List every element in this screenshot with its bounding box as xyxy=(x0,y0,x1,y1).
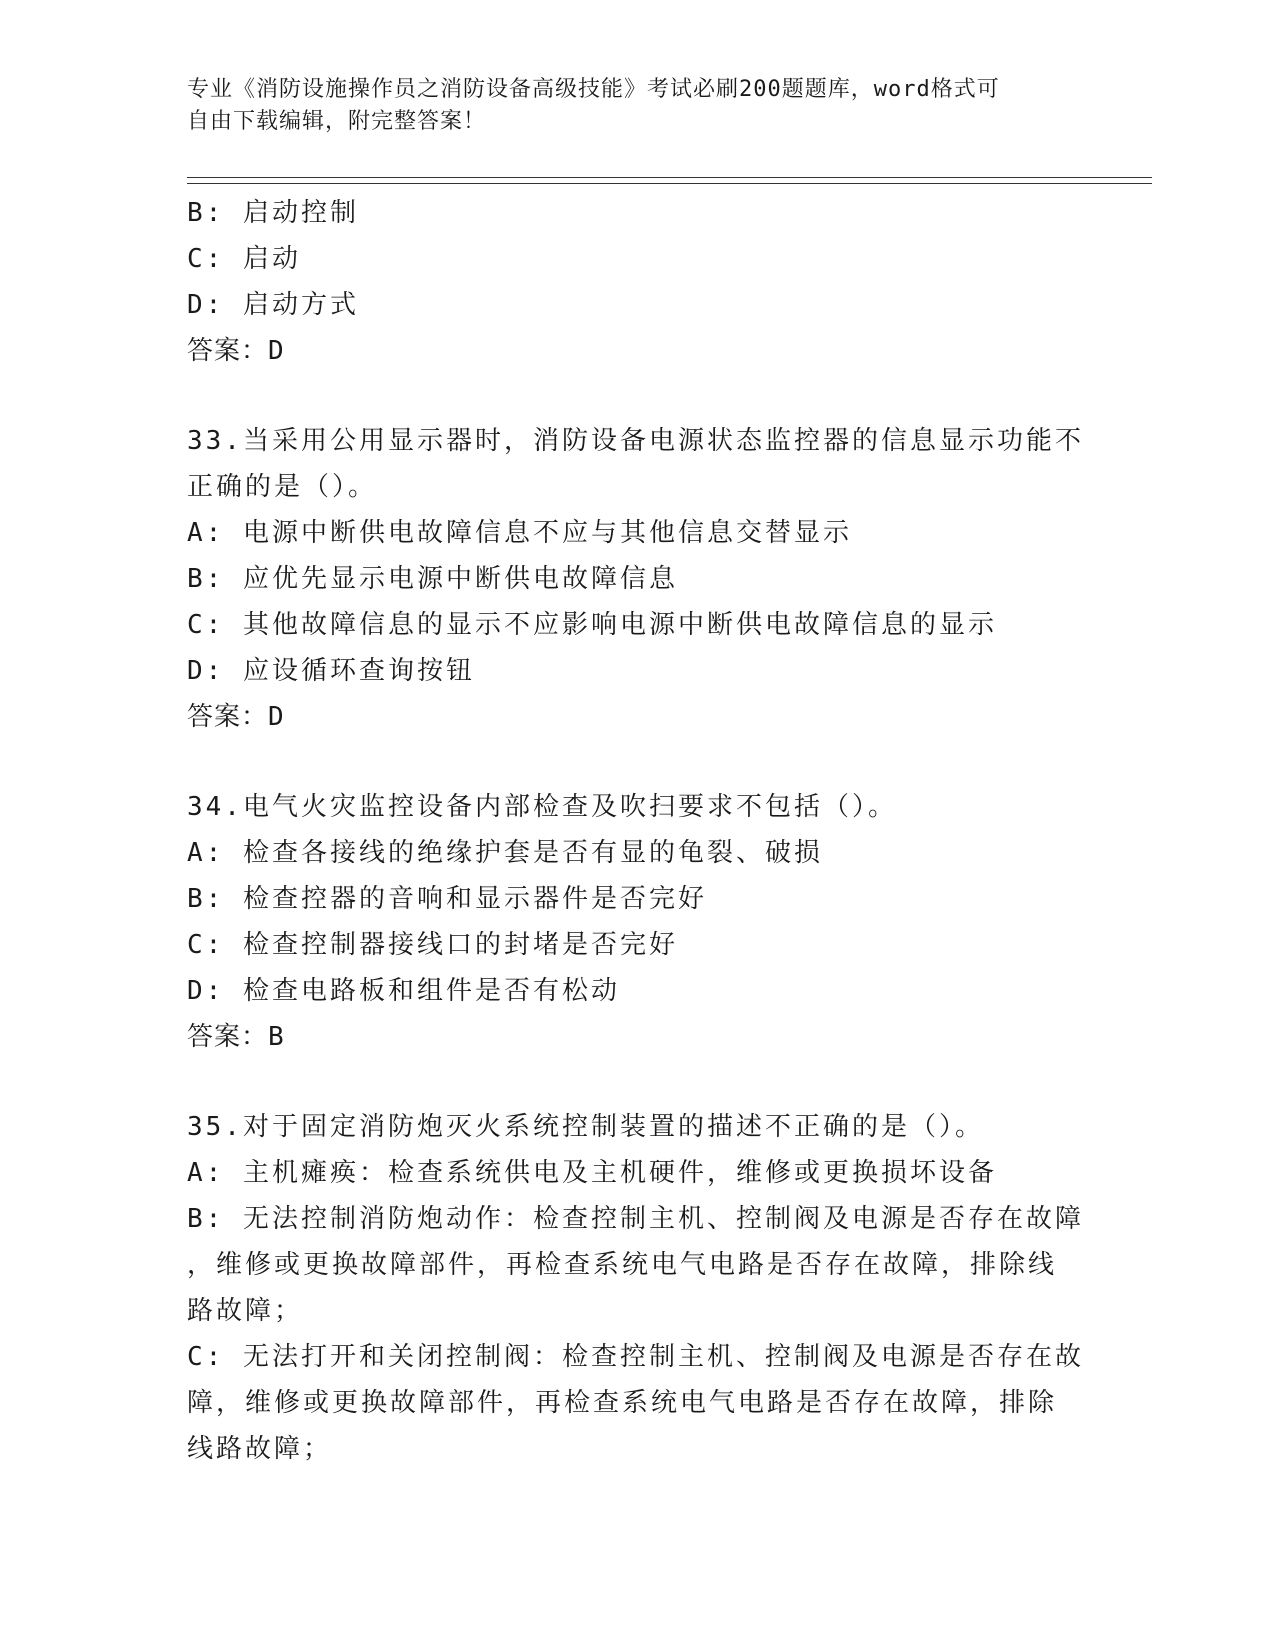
question-33 xyxy=(187,418,1087,740)
option-b-line-1: B: 无法控制消防炮动作：检查控制主机、控制阀及电源是否存在故障 xyxy=(187,1204,1084,1234)
question-35 xyxy=(187,1104,1087,1472)
option-d: D: 启动方式 xyxy=(187,290,359,320)
option-b: B: 应优先显示电源中断供电故障信息 xyxy=(187,564,678,594)
answer: 答案：B xyxy=(187,1022,285,1052)
question-list xyxy=(187,190,1087,1472)
option-c-line-1: C: 无法打开和关闭控制阀：检查控制主机、控制阀及电源是否存在故 xyxy=(187,1342,1084,1372)
answer: 答案：D xyxy=(187,702,285,732)
spacer xyxy=(187,374,1087,418)
question-34 xyxy=(187,784,1087,1060)
option-b-line-3: 路故障； xyxy=(187,1296,304,1326)
option-a: A: 主机瘫痪：检查系统供电及主机硬件，维修或更换损坏设备 xyxy=(187,1158,997,1188)
page-header xyxy=(187,74,1067,138)
header-line-2: 自由下载编辑，附完整答案！ xyxy=(187,109,487,134)
option-c-line-2: 障，维修或更换故障部件，再检查系统电气电路是否存在故障，排除 xyxy=(187,1388,1058,1418)
option-c: C: 启动 xyxy=(187,244,301,274)
spacer xyxy=(187,740,1087,784)
option-a: A: 电源中断供电故障信息不应与其他信息交替显示 xyxy=(187,518,852,548)
option-b: B: 检查控器的音响和显示器件是否完好 xyxy=(187,884,707,914)
question-title: 35.对于固定消防炮灭火系统控制装置的描述不正确的是（）。 xyxy=(187,1112,984,1142)
option-b: B: 启动控制 xyxy=(187,198,359,228)
option-c: C: 其他故障信息的显示不应影响电源中断供电故障信息的显示 xyxy=(187,610,997,640)
header-line-1: 专业《消防设施操作员之消防设备高级技能》考试必刷200题题库，word格式可 xyxy=(187,77,1000,102)
option-b-line-2: ，维修或更换故障部件，再检查系统电气电路是否存在故障，排除线 xyxy=(187,1250,1058,1280)
spacer xyxy=(187,1060,1087,1104)
question-title: 34.电气火灾监控设备内部检查及吹扫要求不包括（）。 xyxy=(187,792,897,822)
question-32-tail xyxy=(187,190,1087,374)
option-c-line-3: 线路故障； xyxy=(187,1434,333,1464)
question-title-line-2: 正确的是（）。 xyxy=(187,472,378,502)
option-d: D: 应设循环查询按钮 xyxy=(187,656,475,686)
option-d: D: 检查电路板和组件是否有松动 xyxy=(187,976,620,1006)
option-a: A: 检查各接线的绝缘护套是否有显的龟裂、破损 xyxy=(187,838,823,868)
option-c: C: 检查控制器接线口的封堵是否完好 xyxy=(187,930,678,960)
header-divider xyxy=(187,177,1152,184)
question-title-line-1: 33.当采用公用显示器时，消防设备电源状态监控器的信息显示功能不 xyxy=(187,426,1084,456)
answer: 答案：D xyxy=(187,336,285,366)
